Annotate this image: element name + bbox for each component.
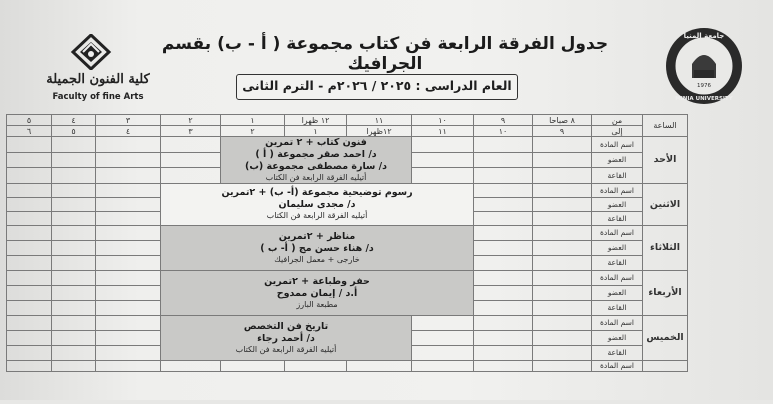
row-label: اسم المادة <box>592 360 643 371</box>
empty-slot <box>7 225 52 240</box>
row-label: القاعة <box>592 255 643 270</box>
empty-slot <box>347 360 412 371</box>
empty-slot <box>96 300 161 315</box>
day-name <box>643 360 688 371</box>
empty-slot <box>474 255 533 270</box>
empty-slot <box>533 300 592 315</box>
row-label: اسم المادة <box>592 137 643 153</box>
row-label: العضو <box>592 285 643 300</box>
row-label: العضو <box>592 152 643 168</box>
empty-slot <box>533 360 592 371</box>
schedule-table-wrapper <box>6 114 755 404</box>
empty-slot <box>52 197 96 211</box>
time-to-cell: ٩ <box>533 126 592 137</box>
time-to-cell: ٣ <box>161 126 221 137</box>
day-subrow <box>7 270 756 285</box>
course-room: أتيليه الفرقة الرابعة فن الكتاب <box>266 211 368 220</box>
empty-slot <box>221 360 285 371</box>
row-label: العضو <box>592 240 643 255</box>
empty-slot <box>533 270 592 285</box>
empty-slot <box>161 360 221 371</box>
partial-row <box>7 360 756 371</box>
empty-slot <box>533 197 592 211</box>
empty-slot <box>7 345 52 360</box>
empty-slot <box>96 285 161 300</box>
empty-slot <box>52 240 96 255</box>
time-from-cell: ١٢ ظهرا <box>285 115 347 126</box>
course-title: مناظر + ٢تمرين <box>278 230 356 242</box>
empty-slot <box>412 152 474 168</box>
university-name-arabic-text: جامعة المنيا <box>683 32 725 40</box>
empty-slot <box>533 240 592 255</box>
empty-slot <box>533 345 592 360</box>
empty-slot <box>7 168 52 184</box>
empty-slot <box>474 300 533 315</box>
empty-slot <box>7 197 52 211</box>
empty-slot <box>96 197 161 211</box>
time-to-cell: ٥ <box>52 126 96 137</box>
empty-slot <box>52 345 96 360</box>
empty-slot <box>161 137 221 153</box>
empty-slot <box>7 211 52 225</box>
empty-slot <box>96 183 161 197</box>
time-from-cell: ٤ <box>52 115 96 126</box>
empty-slot <box>533 255 592 270</box>
empty-slot <box>7 255 52 270</box>
course-room: أتيليه الفرقة الرابعة فن الكتاب <box>235 344 337 354</box>
row-label: القاعة <box>592 300 643 315</box>
empty-slot <box>96 330 161 345</box>
to-label: إلى <box>592 126 643 137</box>
day-name: الاثنين <box>643 183 688 225</box>
empty-slot <box>533 137 592 153</box>
empty-slot <box>96 315 161 330</box>
day-subrow <box>7 183 756 197</box>
empty-slot <box>96 255 161 270</box>
course-title: فنون كتاب + ٢ تمرين <box>265 137 367 148</box>
course-title: حفر وطباعة + ٢تمرين <box>264 275 370 287</box>
empty-slot <box>96 270 161 285</box>
empty-slot <box>7 183 52 197</box>
course-block <box>161 270 474 315</box>
empty-slot <box>52 152 96 168</box>
empty-slot <box>533 330 592 345</box>
row-label: اسم المادة <box>592 225 643 240</box>
empty-slot <box>7 270 52 285</box>
day-subrow <box>7 137 756 153</box>
empty-slot <box>52 183 96 197</box>
row-label: اسم المادة <box>592 183 643 197</box>
day-subrow <box>7 225 756 240</box>
empty-slot <box>7 285 52 300</box>
empty-slot <box>412 315 474 330</box>
empty-slot <box>474 285 533 300</box>
empty-slot <box>96 152 161 168</box>
empty-slot <box>7 137 52 153</box>
empty-slot <box>52 225 96 240</box>
empty-slot <box>533 152 592 168</box>
course-instructor: د/ أحمد رجاء <box>257 332 315 344</box>
faculty-name-english: Faculty of fine Arts <box>52 92 144 102</box>
empty-slot <box>52 300 96 315</box>
time-to-cell: ١ <box>285 126 347 137</box>
empty-slot <box>533 285 592 300</box>
course-block <box>161 315 412 360</box>
empty-slot <box>474 240 533 255</box>
row-label: العضو <box>592 330 643 345</box>
course-instructor: د/ احمد صقر مجموعة ( أ ) <box>255 148 377 160</box>
empty-slot <box>533 225 592 240</box>
academic-year-label: العام الدراسى : ٢٠٢٥ / ٢٠٢٦م - الترم الثانى <box>242 78 512 93</box>
hour-header: الساعة <box>643 115 688 137</box>
time-from-cell: ٢ <box>161 115 221 126</box>
course-instructor: د/ هناء حسن مج ( أ- ب ) <box>260 242 374 254</box>
time-from-cell: ٥ <box>7 115 52 126</box>
faculty-name-arabic: كلية الفنون الجميلة <box>46 72 150 87</box>
time-from-cell: ٣ <box>96 115 161 126</box>
schedule-table-body <box>7 115 756 372</box>
empty-slot <box>96 240 161 255</box>
empty-slot <box>7 360 52 371</box>
empty-slot <box>474 197 533 211</box>
time-from-cell: ١١ <box>347 115 412 126</box>
empty-slot <box>7 152 52 168</box>
empty-slot <box>412 137 474 153</box>
empty-slot <box>52 330 96 345</box>
time-from-cell: ٩ <box>474 115 533 126</box>
empty-slot <box>533 168 592 184</box>
empty-slot <box>474 270 533 285</box>
empty-slot <box>412 345 474 360</box>
empty-slot <box>96 137 161 153</box>
time-from-cell: ٨ صباحا <box>533 115 592 126</box>
empty-slot <box>52 137 96 153</box>
empty-slot <box>96 345 161 360</box>
empty-slot <box>533 211 592 225</box>
empty-slot <box>52 315 96 330</box>
course-block <box>161 183 474 225</box>
time-to-cell: ١٢ظهرا <box>347 126 412 137</box>
course-room: مطبعة البارز <box>296 299 338 309</box>
row-label: العضو <box>592 197 643 211</box>
row-label: القاعة <box>592 345 643 360</box>
time-to-cell: ٦ <box>7 126 52 137</box>
from-label: من <box>592 115 643 126</box>
empty-slot <box>412 330 474 345</box>
empty-slot <box>533 183 592 197</box>
empty-slot <box>474 345 533 360</box>
time-from-cell: ١ <box>221 115 285 126</box>
empty-slot <box>52 270 96 285</box>
university-name-english-text: MINIA UNIVERSITY <box>675 96 733 102</box>
empty-slot <box>52 255 96 270</box>
row-label: اسم المادة <box>592 270 643 285</box>
empty-slot <box>7 330 52 345</box>
university-seal-icon <box>664 26 744 106</box>
time-to-cell: ٢ <box>221 126 285 137</box>
row-label: القاعة <box>592 211 643 225</box>
course-instructor: أ.د / إيمان ممدوح <box>276 287 358 299</box>
empty-slot <box>52 168 96 184</box>
empty-slot <box>52 285 96 300</box>
day-name: الأربعاء <box>643 270 688 315</box>
time-from-cell: ١٠ <box>412 115 474 126</box>
time-to-cell: ١٠ <box>474 126 533 137</box>
course-instructor: د/ مجدى سليمان <box>278 199 356 211</box>
empty-slot <box>96 211 161 225</box>
empty-slot <box>474 168 533 184</box>
empty-slot <box>96 360 161 371</box>
empty-slot <box>474 225 533 240</box>
empty-slot <box>533 315 592 330</box>
row-label: القاعة <box>592 168 643 184</box>
empty-slot <box>161 152 221 168</box>
academic-year-box <box>236 74 518 100</box>
empty-slot <box>96 225 161 240</box>
empty-slot <box>474 211 533 225</box>
faculty-emblem-icon <box>68 34 114 70</box>
course-title: رسوم توضيحية مجموعة (أ- ب) + ٢تمرين <box>221 187 413 199</box>
course-block <box>161 225 474 270</box>
empty-slot <box>7 300 52 315</box>
day-subrow <box>7 315 756 330</box>
empty-slot <box>7 240 52 255</box>
empty-slot <box>161 168 221 184</box>
faculty-logo <box>28 34 168 110</box>
empty-slot <box>412 168 474 184</box>
empty-slot <box>96 168 161 184</box>
time-to-cell: ٤ <box>96 126 161 137</box>
day-name: الأحد <box>643 137 688 184</box>
schedule-table <box>6 114 756 372</box>
day-name: الثلاثاء <box>643 225 688 270</box>
empty-slot <box>474 330 533 345</box>
time-to-cell: ١١ <box>412 126 474 137</box>
page-title: جدول الفرقة الرابعة فن كتاب مجموعة ( أ - ب) بقسم الجرافيك <box>161 34 609 74</box>
empty-slot <box>52 360 96 371</box>
course-room: أتيليه الفرقة الرابعة فن الكتاب <box>265 172 367 182</box>
empty-slot <box>7 315 52 330</box>
empty-slot <box>474 137 533 153</box>
course-title: تاريخ فن التخصص <box>243 320 329 332</box>
university-year-text: 1976 <box>697 83 711 89</box>
empty-slot <box>285 360 347 371</box>
course-block <box>221 137 412 184</box>
empty-slot <box>52 211 96 225</box>
empty-slot <box>474 315 533 330</box>
day-name: الخميس <box>643 315 688 360</box>
empty-slot <box>412 360 474 371</box>
empty-slot <box>474 360 533 371</box>
empty-slot <box>474 183 533 197</box>
course-instructor: د/ سارة مصطفى مجموعة (ب) <box>244 160 388 172</box>
empty-slot <box>474 152 533 168</box>
time-from-row <box>7 115 756 126</box>
row-label: اسم المادة <box>592 315 643 330</box>
course-room: خارجى + معمل الجرافيك <box>274 254 360 264</box>
